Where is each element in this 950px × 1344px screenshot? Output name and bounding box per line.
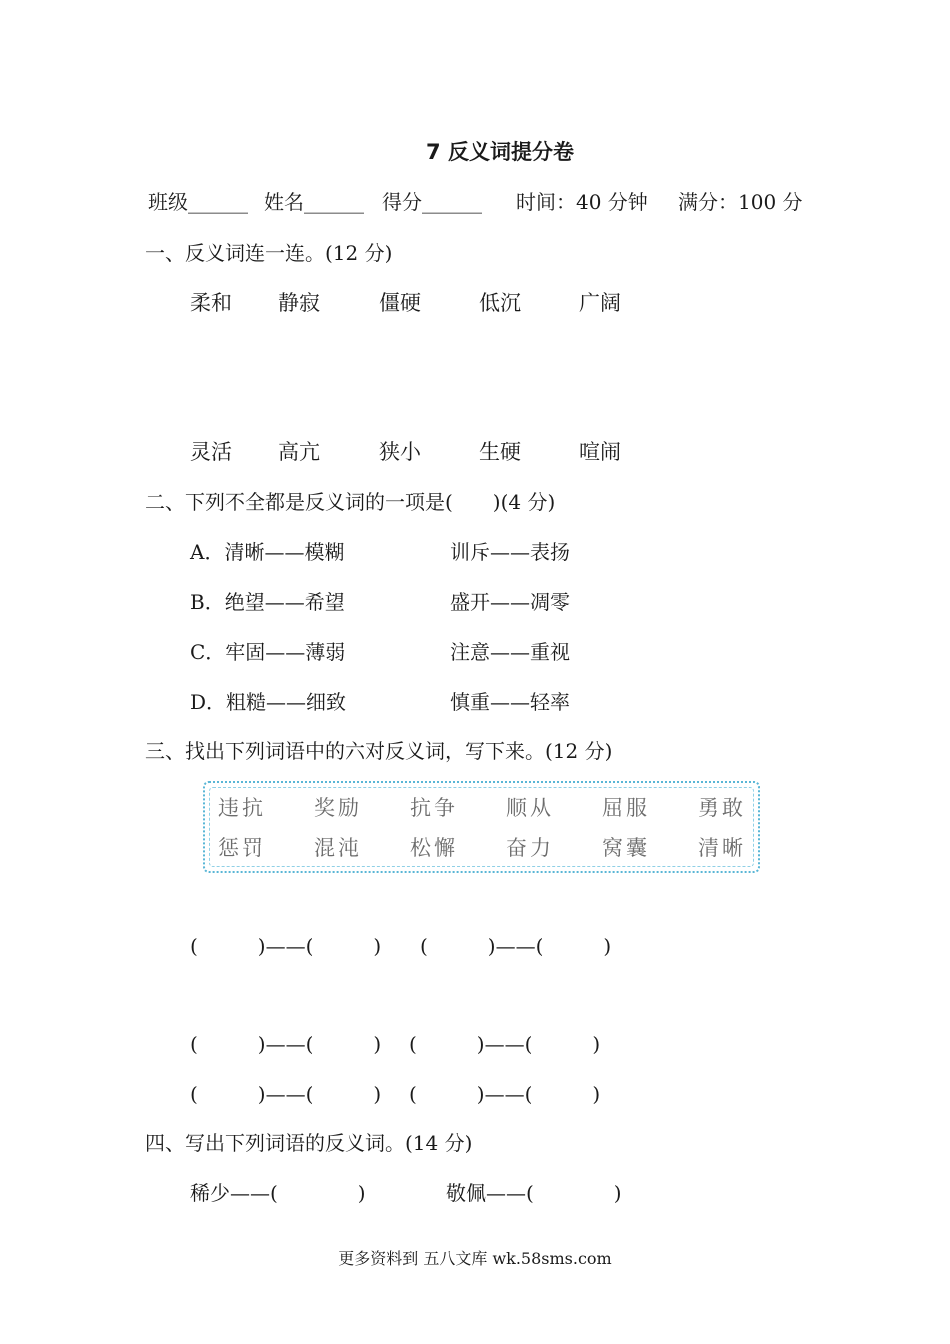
word-box-inner-border xyxy=(209,787,754,867)
q2-option-d-left: D．粗糙——细致 xyxy=(190,690,347,714)
q2-option-a-left: A．清晰——模糊 xyxy=(190,540,345,564)
q3-word: 违抗 xyxy=(218,796,266,820)
q3-word: 屈服 xyxy=(602,796,650,820)
q4-heading: 四、写出下列词语的反义词。(14 分) xyxy=(145,1131,473,1155)
time-label: 时间：40 分钟 xyxy=(516,190,648,214)
q3-word: 奖励 xyxy=(314,796,362,820)
q1-bottom-word: 生硬 xyxy=(479,440,521,464)
answer-blank[interactable]: ( )——( ) xyxy=(190,934,382,958)
q4-item[interactable]: 稀少——( ) xyxy=(190,1181,366,1205)
q2-heading: 二、下列不全都是反义词的一项是( )(4 分) xyxy=(145,490,556,514)
answer-blank[interactable]: ( )——( ) xyxy=(409,1032,601,1056)
q3-heading: 三、找出下列词语中的六对反义词，写下来。(12 分) xyxy=(145,739,613,763)
q2-option-c-right: 注意——重视 xyxy=(450,640,570,664)
q3-word: 松懈 xyxy=(410,836,458,860)
q2-option-c-left: C．牢固——薄弱 xyxy=(190,640,346,664)
q3-word: 顺从 xyxy=(506,796,554,820)
q3-word: 勇敢 xyxy=(698,796,746,820)
score-field: 得分______ xyxy=(382,190,482,214)
word-box xyxy=(203,781,760,873)
name-field: 姓名______ xyxy=(264,190,364,214)
q3-word: 清晰 xyxy=(698,836,746,860)
q2-option-d-right: 慎重——轻率 xyxy=(450,690,570,714)
q1-top-word: 柔和 xyxy=(190,291,232,315)
q1-top-word: 静寂 xyxy=(278,291,320,315)
q4-item[interactable]: 敬佩——( ) xyxy=(446,1181,622,1205)
q3-word: 抗争 xyxy=(410,796,458,820)
answer-blank[interactable]: ( )——( ) xyxy=(409,1082,601,1106)
answer-blank[interactable]: ( )——( ) xyxy=(190,1032,382,1056)
q3-word: 奋力 xyxy=(506,836,554,860)
q2-option-b-left: B．绝望——希望 xyxy=(190,590,345,614)
q1-bottom-word: 狭小 xyxy=(379,440,421,464)
full-score-label: 满分：100 分 xyxy=(678,190,803,214)
q1-top-word: 僵硬 xyxy=(379,291,421,315)
q2-option-a-right: 训斥——表扬 xyxy=(450,540,570,564)
q3-word: 惩罚 xyxy=(218,836,266,860)
q1-top-word: 低沉 xyxy=(479,291,521,315)
q1-bottom-word: 高亢 xyxy=(278,440,320,464)
q1-top-word: 广阔 xyxy=(579,291,621,315)
page-title: 7 反义词提分卷 xyxy=(426,140,574,164)
q3-word: 混沌 xyxy=(314,836,362,860)
class-field: 班级______ xyxy=(148,190,248,214)
answer-blank[interactable]: ( )——( ) xyxy=(190,1082,382,1106)
q1-bottom-word: 灵活 xyxy=(190,440,232,464)
q1-heading: 一、反义词连一连。(12 分) xyxy=(145,241,393,265)
q2-option-b-right: 盛开——凋零 xyxy=(450,590,570,614)
footer-text: 更多资料到 五八文库 wk.58sms.com xyxy=(338,1249,612,1268)
q3-word: 窝囊 xyxy=(602,836,650,860)
q1-bottom-word: 喧闹 xyxy=(579,440,621,464)
answer-blank[interactable]: ( )——( ) xyxy=(420,934,612,958)
